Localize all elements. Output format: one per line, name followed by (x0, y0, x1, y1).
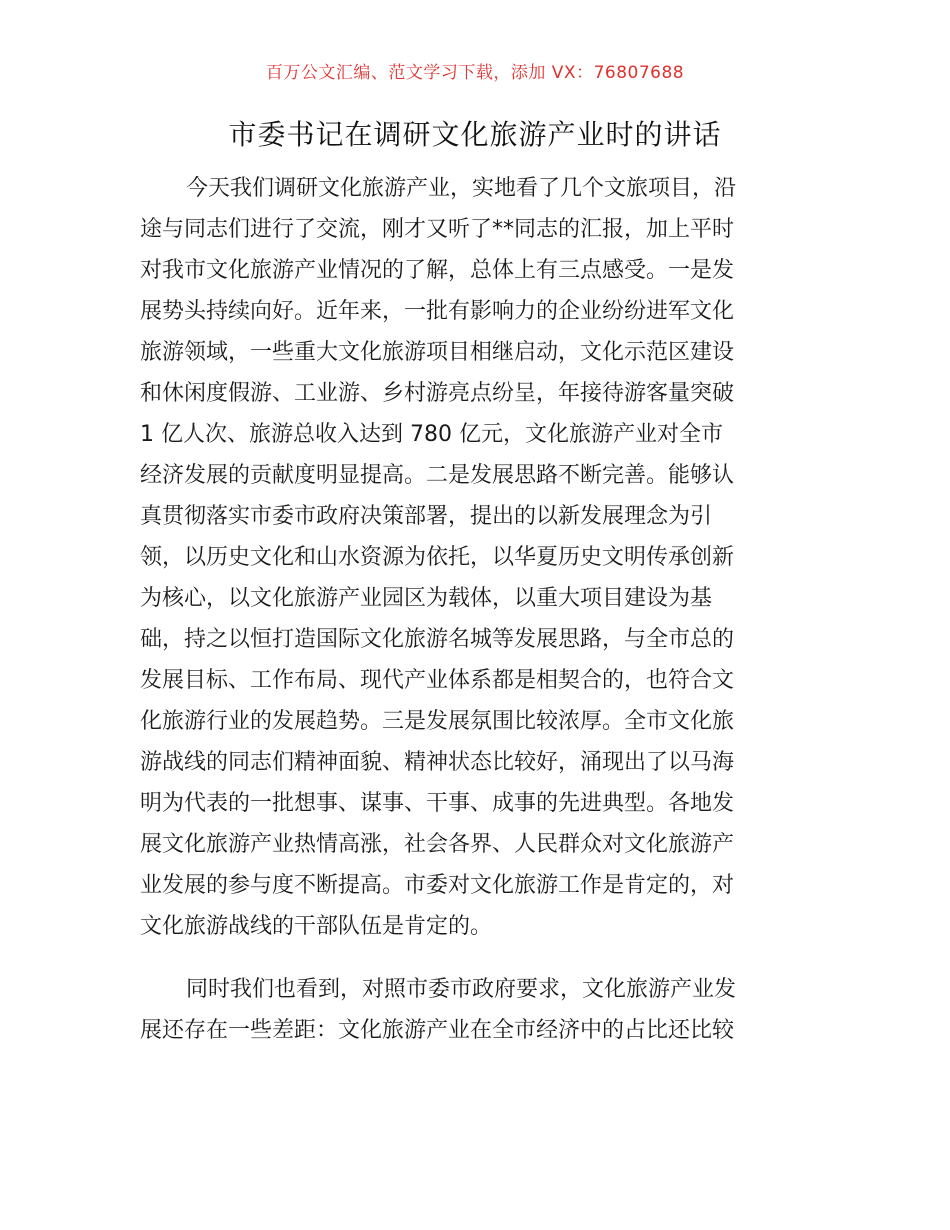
header-watermark: 百万公文汇编、范文学习下载，添加 VX：76807688 (265, 63, 685, 83)
paragraph-line: 业发展的参与度不断提高。市委对文化旅游工作是肯定的，对 (140, 873, 735, 898)
paragraph-line: 同时我们也看到，对照市委市政府要求，文化旅游产业发 (186, 977, 737, 1002)
document-body (140, 168, 816, 1051)
paragraph-line: 文化旅游战线的干部队伍是肯定的。 (140, 914, 493, 939)
paragraph-line: 展还存在一些差距：文化旅游产业在全市经济中的占比还比较 (140, 1018, 735, 1043)
paragraph-line: 旅游领域，一些重大文化旅游项目相继启动，文化示范区建设 (140, 340, 735, 365)
paragraph-line: 真贯彻落实市委市政府决策部署，提出的以新发展理念为引 (140, 504, 713, 529)
paragraph-spacer (140, 947, 816, 969)
paragraph-1 (140, 168, 816, 947)
paragraph-line: 为核心，以文化旅游产业园区为载体，以重大项目建设为基 (140, 586, 713, 611)
paragraph-line: 游战线的同志们精神面貌、精神状态比较好，涌现出了以马海 (140, 750, 735, 775)
paragraph-line: 对我市文化旅游产业情况的了解，总体上有三点感受。一是发 (140, 258, 735, 283)
document-title: 市委书记在调研文化旅游产业时的讲话 (228, 118, 722, 151)
paragraph-line: 途与同志们进行了交流，刚才又听了**同志的汇报，加上平时 (140, 217, 735, 242)
paragraph-line: 领，以历史文化和山水资源为依托，以华夏历史文明传承创新 (140, 545, 735, 570)
paragraph-line: 础，持之以恒打造国际文化旅游名城等发展思路，与全市总的 (140, 627, 735, 652)
paragraph-line: 和休闲度假游、工业游、乡村游亮点纷呈，年接待游客量突破 (140, 381, 735, 406)
paragraph-line: 展势头持续向好。近年来，一批有影响力的企业纷纷进军文化 (140, 299, 735, 324)
paragraph-line: 展文化旅游产业热情高涨，社会各界、人民群众对文化旅游产 (140, 832, 735, 857)
paragraph-line: 经济发展的贡献度明显提高。二是发展思路不断完善。能够认 (140, 463, 735, 488)
paragraph-line: 化旅游行业的发展趋势。三是发展氛围比较浓厚。全市文化旅 (140, 709, 735, 734)
paragraph-line: 1 亿人次、旅游总收入达到 780 亿元，文化旅游产业对全市 (140, 422, 723, 447)
paragraph-line: 明为代表的一批想事、谋事、干事、成事的先进典型。各地发 (140, 791, 735, 816)
paragraph-2 (140, 969, 816, 1051)
paragraph-line: 今天我们调研文化旅游产业，实地看了几个文旅项目，沿 (186, 176, 737, 201)
paragraph-line: 发展目标、工作布局、现代产业体系都是相契合的，也符合文 (140, 668, 735, 693)
